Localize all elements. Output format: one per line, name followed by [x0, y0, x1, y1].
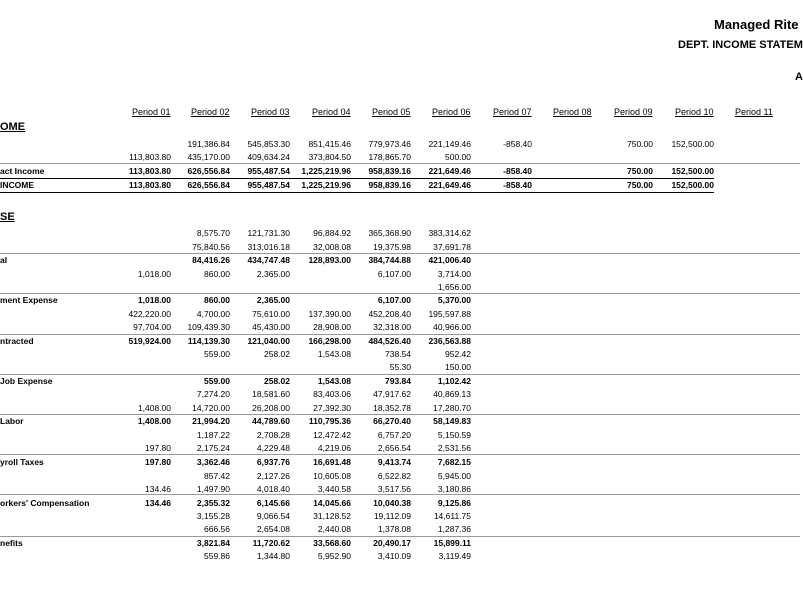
amount-cell: 134.46	[145, 484, 171, 494]
amount-cell: 121,040.00	[247, 336, 290, 346]
amount-cell: 1,408.00	[137, 416, 171, 426]
amount-cell: 166,298.00	[308, 336, 351, 346]
amount-cell: 17,280.70	[433, 403, 471, 413]
amount-cell: 26,208.00	[252, 403, 290, 413]
amount-cell: 666.56	[204, 524, 230, 534]
amount-cell: 44,789.60	[252, 416, 290, 426]
amount-cell: 18,581.60	[252, 389, 290, 399]
amount-cell: 113,803.80	[129, 152, 171, 162]
amount-cell: 2,654.08	[256, 524, 290, 534]
amount-cell: 519,924.00	[128, 336, 171, 346]
row-label: al	[0, 255, 8, 265]
amount-cell: 221,649.46	[428, 166, 471, 176]
amount-cell: 55.30	[389, 362, 411, 372]
amount-cell: 1,497.90	[196, 484, 230, 494]
amount-cell: 958,839.16	[368, 166, 411, 176]
amount-cell: 545,853.30	[247, 139, 290, 149]
amount-cell: 14,045.66	[313, 498, 351, 508]
row-label: ntracted	[0, 336, 34, 346]
amount-cell: 9,413.74	[377, 457, 411, 467]
amount-cell: 10,605.08	[313, 471, 351, 481]
row-label: yroll Taxes	[0, 457, 44, 467]
subtotal-row	[0, 375, 800, 388]
amount-cell: 152,500.00	[671, 166, 714, 176]
amount-cell: 1,225,219.96	[301, 166, 351, 176]
table-row	[0, 308, 800, 321]
period-header: Period 10	[675, 107, 714, 117]
amount-cell: 958,839.16	[368, 180, 411, 190]
amount-cell: 66,270.40	[373, 416, 411, 426]
amount-cell: 84,416.26	[192, 255, 230, 265]
amount-cell: 2,708.28	[256, 430, 290, 440]
amount-cell: 32,318.00	[373, 322, 411, 332]
amount-cell: 19,375.98	[373, 242, 411, 252]
amount-cell: 197.80	[145, 443, 171, 453]
row-label: INCOME	[0, 180, 34, 190]
amount-cell: 19,112.09	[373, 511, 411, 521]
amount-cell: 434,747.48	[247, 255, 290, 265]
amount-cell: 626,556.84	[187, 166, 230, 176]
table-row	[0, 227, 800, 240]
amount-cell: 2,127.26	[256, 471, 290, 481]
total-rule	[0, 192, 714, 193]
period-header: Period 05	[372, 107, 411, 117]
amount-cell: 58,149.83	[433, 416, 471, 426]
period-header: Period 11	[735, 107, 773, 117]
amount-cell: 6,757.20	[377, 430, 411, 440]
row-label: Job Expense	[0, 376, 53, 386]
amount-cell: 191,386.84	[187, 139, 230, 149]
amount-cell: 150.00	[445, 362, 471, 372]
amount-cell: 7,682.15	[437, 457, 471, 467]
amount-cell: 3,440.58	[317, 484, 351, 494]
amount-cell: 2,355.32	[196, 498, 230, 508]
amount-cell: 955,487.54	[247, 166, 290, 176]
table-row	[0, 268, 800, 281]
subtotal-row	[0, 335, 800, 348]
amount-cell: 12,472.42	[313, 430, 351, 440]
amount-cell: 952.42	[445, 349, 471, 359]
amount-cell: 7,274.20	[196, 389, 230, 399]
row-divider	[0, 293, 800, 294]
table-row	[0, 470, 800, 483]
amount-cell: 18,352.78	[373, 403, 411, 413]
amount-cell: 114,139.30	[187, 336, 230, 346]
table-row	[0, 348, 800, 361]
amount-cell: -858.40	[503, 166, 532, 176]
amount-cell: 28,908.00	[313, 322, 351, 332]
amount-cell: 626,556.84	[187, 180, 230, 190]
amount-cell: 152,500.00	[671, 180, 714, 190]
table-row	[0, 510, 800, 523]
row-label: act Income	[0, 166, 45, 176]
amount-cell: 221,149.46	[428, 139, 471, 149]
amount-cell: 955,487.54	[247, 180, 290, 190]
amount-cell: 110,795.36	[308, 416, 351, 426]
row-divider	[0, 536, 800, 537]
subtotal-row	[0, 415, 800, 428]
subtotal-row	[0, 254, 800, 267]
amount-cell: 383,314.62	[428, 228, 471, 238]
amount-cell: 75,840.56	[192, 242, 230, 252]
amount-cell: 1,018.00	[137, 295, 171, 305]
amount-cell: 1,102.42	[437, 376, 471, 386]
amount-cell: 1,543.08	[317, 349, 351, 359]
row-divider	[0, 334, 800, 335]
amount-cell: 559.00	[204, 376, 230, 386]
row-divider	[0, 494, 800, 495]
amount-cell: 4,219.06	[317, 443, 351, 453]
amount-cell: -858.40	[503, 180, 532, 190]
subtotal-row	[0, 165, 800, 178]
amount-cell: 384,744.88	[368, 255, 411, 265]
amount-cell: 3,180.86	[437, 484, 471, 494]
amount-cell: 2,365.00	[256, 269, 290, 279]
period-header: Period 08	[553, 107, 592, 117]
amount-cell: 4,018.40	[256, 484, 290, 494]
table-row	[0, 361, 800, 374]
amount-cell: 152,500.00	[671, 139, 714, 149]
subtotal-row	[0, 497, 800, 510]
amount-cell: 47,917.62	[373, 389, 411, 399]
row-label: ment Expense	[0, 295, 58, 305]
amount-cell: 1,225,219.96	[301, 180, 351, 190]
period-header: Period 02	[191, 107, 230, 117]
amount-cell: 1,018.00	[137, 269, 171, 279]
amount-cell: 3,119.49	[438, 551, 471, 561]
company-name: Managed Rite	[714, 17, 799, 32]
row-divider	[0, 253, 800, 254]
amount-cell: 6,107.00	[377, 295, 411, 305]
amount-cell: 15,899.11	[433, 538, 471, 548]
amount-cell: 9,125.86	[437, 498, 471, 508]
amount-cell: 860.00	[204, 295, 230, 305]
amount-cell: 2,365.00	[256, 295, 290, 305]
amount-cell: 11,720.62	[252, 538, 290, 548]
amount-cell: 97,704.00	[133, 322, 171, 332]
amount-cell: 37,691.78	[433, 242, 471, 252]
row-label: orkers' Compensation	[0, 498, 90, 508]
amount-cell: 1,543.08	[317, 376, 351, 386]
amount-cell: 373,804.50	[308, 152, 351, 162]
amount-cell: 3,362.46	[196, 457, 230, 467]
subtotal-row	[0, 294, 800, 307]
amount-cell: 16,691.48	[313, 457, 351, 467]
amount-cell: 134.46	[145, 498, 171, 508]
amount-cell: 14,611.75	[433, 511, 471, 521]
amount-cell: 75,610.00	[252, 309, 290, 319]
period-header: Period 06	[432, 107, 471, 117]
amount-cell: 96,884.92	[313, 228, 351, 238]
amount-cell: 178,865.70	[368, 152, 411, 162]
amount-cell: 422,220.00	[128, 309, 171, 319]
amount-cell: 121,731.30	[247, 228, 290, 238]
amount-cell: 33,568.60	[313, 538, 351, 548]
amount-cell: 5,370.00	[437, 295, 471, 305]
amount-cell: 197.80	[145, 457, 171, 467]
amount-cell: 9,066.54	[256, 511, 290, 521]
amount-cell: 32,008.08	[313, 242, 351, 252]
amount-cell: 750.00	[627, 180, 653, 190]
period-header: Period 03	[251, 107, 290, 117]
amount-cell: 559.86	[204, 551, 230, 561]
subtotal-row	[0, 537, 800, 550]
amount-cell: 236,563.88	[428, 336, 471, 346]
amount-cell: 137,390.00	[308, 309, 351, 319]
amount-cell: 3,821.84	[196, 538, 230, 548]
amount-cell: 3,155.28	[196, 511, 230, 521]
report-title: DEPT. INCOME STATEM	[678, 39, 803, 51]
amount-cell: 6,145.66	[256, 498, 290, 508]
amount-cell: 750.00	[627, 139, 653, 149]
amount-cell: 10,040.38	[373, 498, 411, 508]
amount-cell: 6,522.82	[377, 471, 411, 481]
amount-cell: 40,966.00	[433, 322, 471, 332]
amount-cell: 195,597.88	[428, 309, 471, 319]
total-rule	[0, 178, 714, 179]
amount-cell: 851,415.46	[308, 139, 351, 149]
amount-cell: 5,945.00	[437, 471, 471, 481]
period-header: Period 09	[614, 107, 653, 117]
amount-cell: 1,287.36	[437, 524, 471, 534]
amount-cell: 4,229.48	[256, 443, 290, 453]
amount-cell: 2,531.56	[437, 443, 471, 453]
amount-cell: 500.00	[445, 152, 471, 162]
amount-cell: 128,893.00	[308, 255, 351, 265]
amount-cell: 3,714.00	[437, 269, 471, 279]
amount-cell: 2,656.54	[377, 443, 411, 453]
amount-cell: 5,952.90	[317, 551, 351, 561]
amount-cell: 113,803.80	[128, 180, 171, 190]
amount-cell: 365,368.90	[368, 228, 411, 238]
amount-cell: 40,869.13	[433, 389, 471, 399]
amount-cell: 1,408.00	[137, 403, 171, 413]
amount-cell: 860.00	[204, 269, 230, 279]
table-row	[0, 429, 800, 442]
amount-cell: 750.00	[627, 166, 653, 176]
report-subtitle: A	[795, 71, 803, 83]
period-header: Period 07	[493, 107, 532, 117]
table-row	[0, 138, 800, 151]
amount-cell: 409,634.24	[247, 152, 290, 162]
amount-cell: 258.02	[264, 349, 290, 359]
amount-cell: 21,994.20	[192, 416, 230, 426]
amount-cell: 3,517.56	[377, 484, 411, 494]
amount-cell: 793.84	[385, 376, 411, 386]
amount-cell: 435,170.00	[187, 152, 230, 162]
section-heading-income: OME	[0, 121, 26, 133]
amount-cell: 8,575.70	[196, 228, 230, 238]
amount-cell: 20,490.17	[373, 538, 411, 548]
amount-cell: 27,392.30	[313, 403, 351, 413]
amount-cell: 2,175.24	[196, 443, 230, 453]
amount-cell: 452,208.40	[368, 309, 411, 319]
row-divider	[0, 374, 800, 375]
amount-cell: 6,107.00	[377, 269, 411, 279]
period-header: Period 01	[132, 107, 171, 117]
amount-cell: 484,526.40	[368, 336, 411, 346]
period-header: Period 04	[312, 107, 351, 117]
amount-cell: -858.40	[503, 139, 532, 149]
amount-cell: 738.54	[385, 349, 411, 359]
row-divider	[0, 414, 800, 415]
amount-cell: 313,016.18	[247, 242, 290, 252]
amount-cell: 109,439.30	[187, 322, 230, 332]
amount-cell: 113,803.80	[128, 166, 171, 176]
amount-cell: 6,937.76	[256, 457, 290, 467]
amount-cell: 1,344.80	[256, 551, 290, 561]
row-label: nefits	[0, 538, 23, 548]
amount-cell: 4,700.00	[196, 309, 230, 319]
amount-cell: 5,150.59	[437, 430, 471, 440]
row-divider	[0, 163, 800, 164]
amount-cell: 857.42	[204, 471, 230, 481]
amount-cell: 1,656.00	[437, 282, 471, 292]
amount-cell: 45,430.00	[252, 322, 290, 332]
amount-cell: 31,128.52	[313, 511, 351, 521]
amount-cell: 421,006.40	[428, 255, 471, 265]
amount-cell: 2,440.08	[317, 524, 351, 534]
amount-cell: 1,378.08	[377, 524, 411, 534]
amount-cell: 779,973.46	[368, 139, 411, 149]
table-row	[0, 550, 800, 563]
amount-cell: 258.02	[264, 376, 290, 386]
amount-cell: 559.00	[204, 349, 230, 359]
amount-cell: 1,187.22	[196, 430, 230, 440]
row-label: Labor	[0, 416, 24, 426]
table-row	[0, 388, 800, 401]
table-row	[0, 523, 800, 536]
row-divider	[0, 454, 800, 455]
subtotal-row	[0, 179, 800, 192]
section-heading-expense: SE	[0, 211, 15, 223]
amount-cell: 221,649.46	[428, 180, 471, 190]
table-row	[0, 321, 800, 334]
amount-cell: 83,403.06	[313, 389, 351, 399]
amount-cell: 3,410.09	[377, 551, 411, 561]
amount-cell: 14,720.00	[192, 403, 230, 413]
subtotal-row	[0, 456, 800, 469]
